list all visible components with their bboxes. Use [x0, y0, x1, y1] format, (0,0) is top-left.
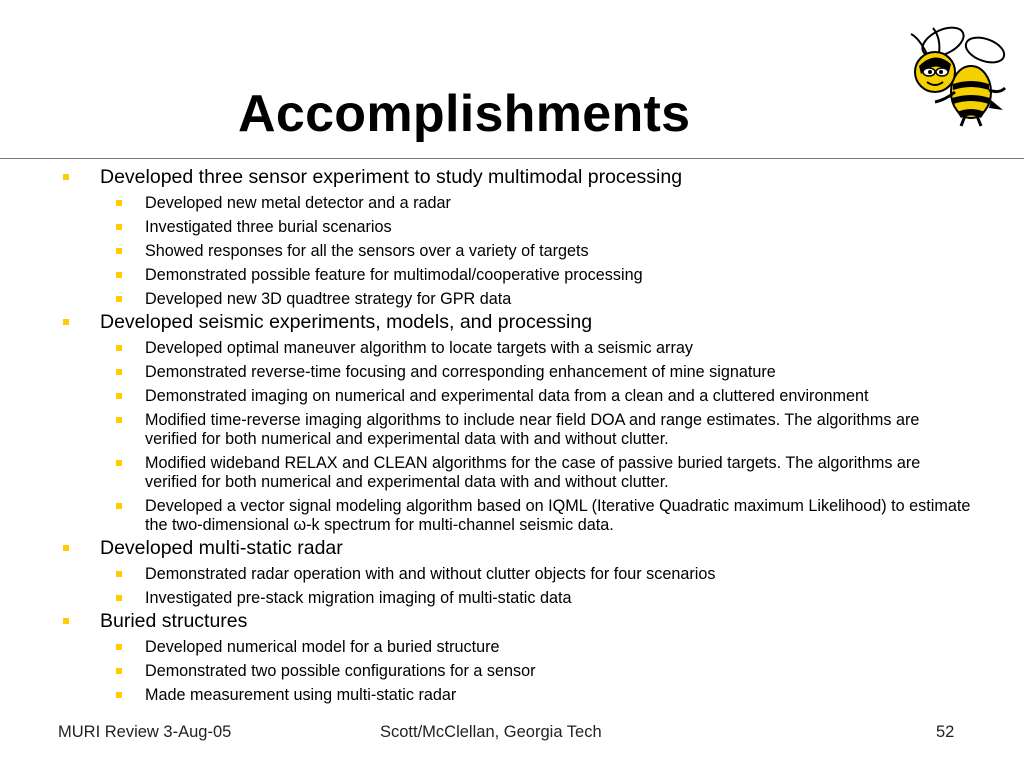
sub-bullet-text: Investigated three burial scenarios	[145, 218, 392, 236]
sub-bullet-text: Demonstrated two possible configurations for a sensor	[145, 662, 536, 680]
bullet-marker	[116, 571, 122, 577]
bullet-seismic	[100, 311, 980, 334]
sub-bullet-text: Modified wideband RELAX and CLEAN algorithms for the case of passive buried targets. The algorithms are verified for both numerical and experimental data with and without clutter.	[145, 454, 921, 491]
sub-bullet	[145, 686, 975, 705]
bullet-marker	[116, 369, 122, 375]
sub-bullet	[145, 638, 975, 657]
title-divider	[0, 158, 1024, 159]
sub-bullet-text: Developed numerical model for a buried structure	[145, 638, 500, 656]
bullet-marker	[116, 248, 122, 254]
bullet-marker	[116, 460, 122, 466]
yellow-jacket-logo-icon	[905, 20, 1011, 130]
footer-event: MURI Review 3-Aug-05	[58, 723, 232, 741]
bullet-marker	[63, 618, 69, 624]
sub-bullet	[145, 218, 975, 237]
sub-bullet-text: Showed responses for all the sensors over a variety of targets	[145, 242, 589, 260]
sub-bullet-text: Modified time-reverse imaging algorithms to include near field DOA and range estimates. The algorithms are verified for both numerical and experimental data with and without clutter.	[145, 411, 920, 448]
bullet-marker	[63, 319, 69, 325]
bullet-marker	[116, 224, 122, 230]
bullet-marker	[116, 668, 122, 674]
sub-bullet-text: Developed new metal detector and a radar	[145, 194, 451, 212]
sub-bullet	[145, 242, 975, 261]
sub-bullet	[145, 411, 975, 449]
sub-bullet	[145, 387, 975, 406]
sub-bullet-text: Investigated pre-stack migration imaging of multi-static data	[145, 589, 572, 607]
bullet-multistatic-radar	[100, 537, 980, 560]
sub-bullet-text: Demonstrated imaging on numerical and experimental data from a clean and a cluttered environment	[145, 387, 869, 405]
bullet-marker	[63, 174, 69, 180]
bullet-marker	[116, 595, 122, 601]
bullet-marker	[116, 692, 122, 698]
slide-body	[0, 164, 1024, 705]
sub-bullet-text: Developed a vector signal modeling algorithm based on IQML (Iterative Quadratic maximum Likelihood) to estimate the two-dimensional ω-k spectrum for multi-channel seismic data.	[145, 497, 971, 534]
bullet-marker	[116, 417, 122, 423]
sub-bullet	[145, 363, 975, 382]
bullet-text: Developed three sensor experiment to study multimodal processing	[100, 166, 683, 188]
bullet-marker	[116, 503, 122, 509]
sub-bullet-text: Developed optimal maneuver algorithm to locate targets with a seismic array	[145, 339, 693, 357]
bullet-marker	[116, 296, 122, 302]
slide-title: Accomplishments	[238, 85, 691, 143]
sub-bullet	[145, 266, 975, 285]
bullet-marker	[116, 200, 122, 206]
sub-bullet-text: Demonstrated possible feature for multimodal/cooperative processing	[145, 266, 643, 284]
sub-bullet-text: Demonstrated reverse-time focusing and corresponding enhancement of mine signature	[145, 363, 776, 381]
sub-bullet	[145, 662, 975, 681]
sub-bullet	[145, 339, 975, 358]
sub-bullet	[145, 290, 975, 309]
sub-bullet	[145, 194, 975, 213]
bullet-multimodal-experiment	[100, 166, 980, 189]
bullet-text: Buried structures	[100, 610, 248, 632]
bullet-marker	[116, 644, 122, 650]
bullet-marker	[116, 345, 122, 351]
bullet-marker	[116, 272, 122, 278]
page-number: 52	[936, 723, 955, 741]
bullet-buried-structures	[100, 610, 980, 633]
sub-bullet-text: Demonstrated radar operation with and without clutter objects for four scenarios	[145, 565, 716, 583]
bullet-text: Developed seismic experiments, models, and processing	[100, 311, 593, 333]
sub-bullet	[145, 565, 975, 584]
bullet-marker	[116, 393, 122, 399]
sub-bullet	[145, 589, 975, 608]
sub-bullet	[145, 497, 975, 535]
sub-bullet-text: Developed new 3D quadtree strategy for GPR data	[145, 290, 512, 308]
sub-bullet	[145, 454, 975, 492]
sub-bullet-text: Made measurement using multi-static radar	[145, 686, 457, 704]
footer-authors: Scott/McClellan, Georgia Tech	[380, 723, 602, 741]
bullet-text: Developed multi-static radar	[100, 537, 343, 559]
bullet-marker	[63, 545, 69, 551]
